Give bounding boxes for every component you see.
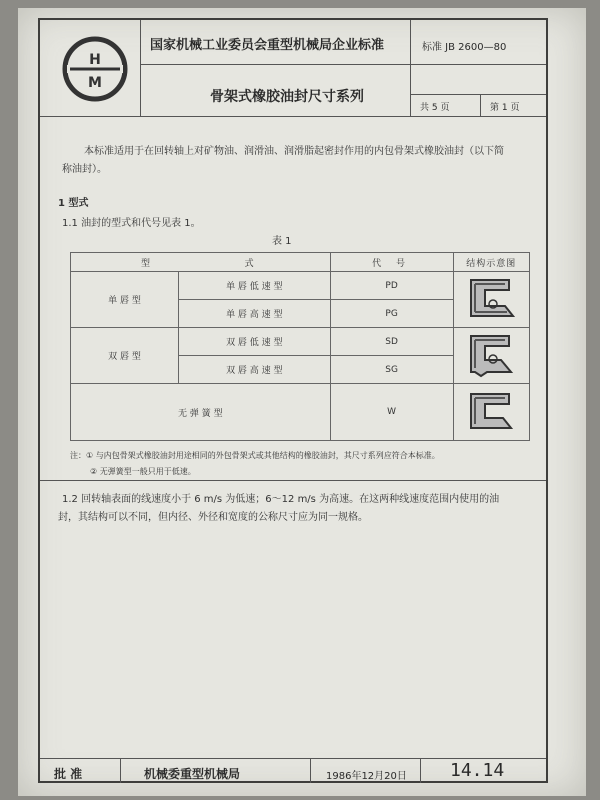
- group-no-spring: 无 弹 簧 型: [71, 384, 331, 441]
- page-code: 14.14: [450, 760, 505, 781]
- row-code: PG: [330, 300, 453, 328]
- document-title: 骨架式橡胶油封尺寸系列: [210, 89, 364, 105]
- row-code-w: W: [330, 384, 453, 441]
- intro-line-2: 称油封）。: [62, 164, 107, 175]
- diagram-no-spring-cell: [453, 384, 529, 441]
- double-lip-seal-diagram: [461, 330, 521, 378]
- group-single-lip: 单 唇 型: [71, 272, 179, 328]
- row-code: SD: [330, 328, 453, 356]
- svg-text:H: H: [89, 52, 101, 68]
- col-header-type: 型 式: [71, 253, 331, 272]
- page-number: 第 1 页: [490, 103, 520, 113]
- standard-logo: [62, 36, 128, 102]
- approve-label: 批 准: [54, 767, 83, 781]
- clause-1-2-line-2: 封，其结构可以不同，但内径、外径和宽度的公称尺寸应为同一规格。: [58, 512, 368, 523]
- page-frame: [38, 18, 548, 783]
- diagram-double-lip-cell: [453, 328, 529, 384]
- single-lip-seal-diagram: [461, 274, 521, 322]
- col-header-diagram: 结构示意图: [453, 253, 529, 272]
- clause-1-1: 1.1 油封的型式和代号见表 1。: [62, 218, 201, 229]
- no-spring-seal-diagram: [461, 388, 521, 434]
- document-page: [18, 8, 586, 796]
- row-code: SG: [330, 356, 453, 384]
- table-caption: 表 1: [272, 236, 292, 247]
- svg-text:M: M: [88, 75, 102, 91]
- row-type: 单 唇 高 速 型: [179, 300, 331, 328]
- table-note-1: 注：① 与内包骨架式橡胶油封用途相同的外包骨架式或其他结构的橡胶油封，其尺寸系列应符合本标准。: [70, 451, 440, 460]
- approval-date: 1986年12月20日: [326, 771, 407, 782]
- row-type: 双 唇 高 速 型: [179, 356, 331, 384]
- approving-authority: 机械委重型机械局: [144, 767, 241, 781]
- diagram-single-lip-cell: [453, 272, 529, 328]
- row-type: 单 唇 低 速 型: [179, 272, 331, 300]
- col-header-code: 代 号: [330, 253, 453, 272]
- group-double-lip: 双 唇 型: [71, 328, 179, 384]
- table-note-2: ② 无弹簧型一般只用于低速。: [90, 467, 196, 476]
- org-name: 国家机械工业委员会重型机械局企业标准: [150, 38, 385, 53]
- pages-total: 共 5 页: [420, 103, 450, 113]
- clause-1-2-line-1: 1.2 回转轴表面的线速度小于 6 m/s 为低速；6～12 m/s 为高速。在这两种线速度范围内使用的油: [62, 494, 500, 505]
- table-1: [70, 252, 530, 441]
- row-type: 双 唇 低 速 型: [179, 328, 331, 356]
- section-1-title: 1 型式: [58, 198, 89, 209]
- intro-line-1: 本标准适用于在回转轴上对矿物油、润滑油、润滑脂起密封作用的内包骨架式橡胶油封（以下简: [84, 146, 504, 157]
- standard-code: 标准 JB 2600—80: [422, 42, 507, 53]
- row-code: PD: [330, 272, 453, 300]
